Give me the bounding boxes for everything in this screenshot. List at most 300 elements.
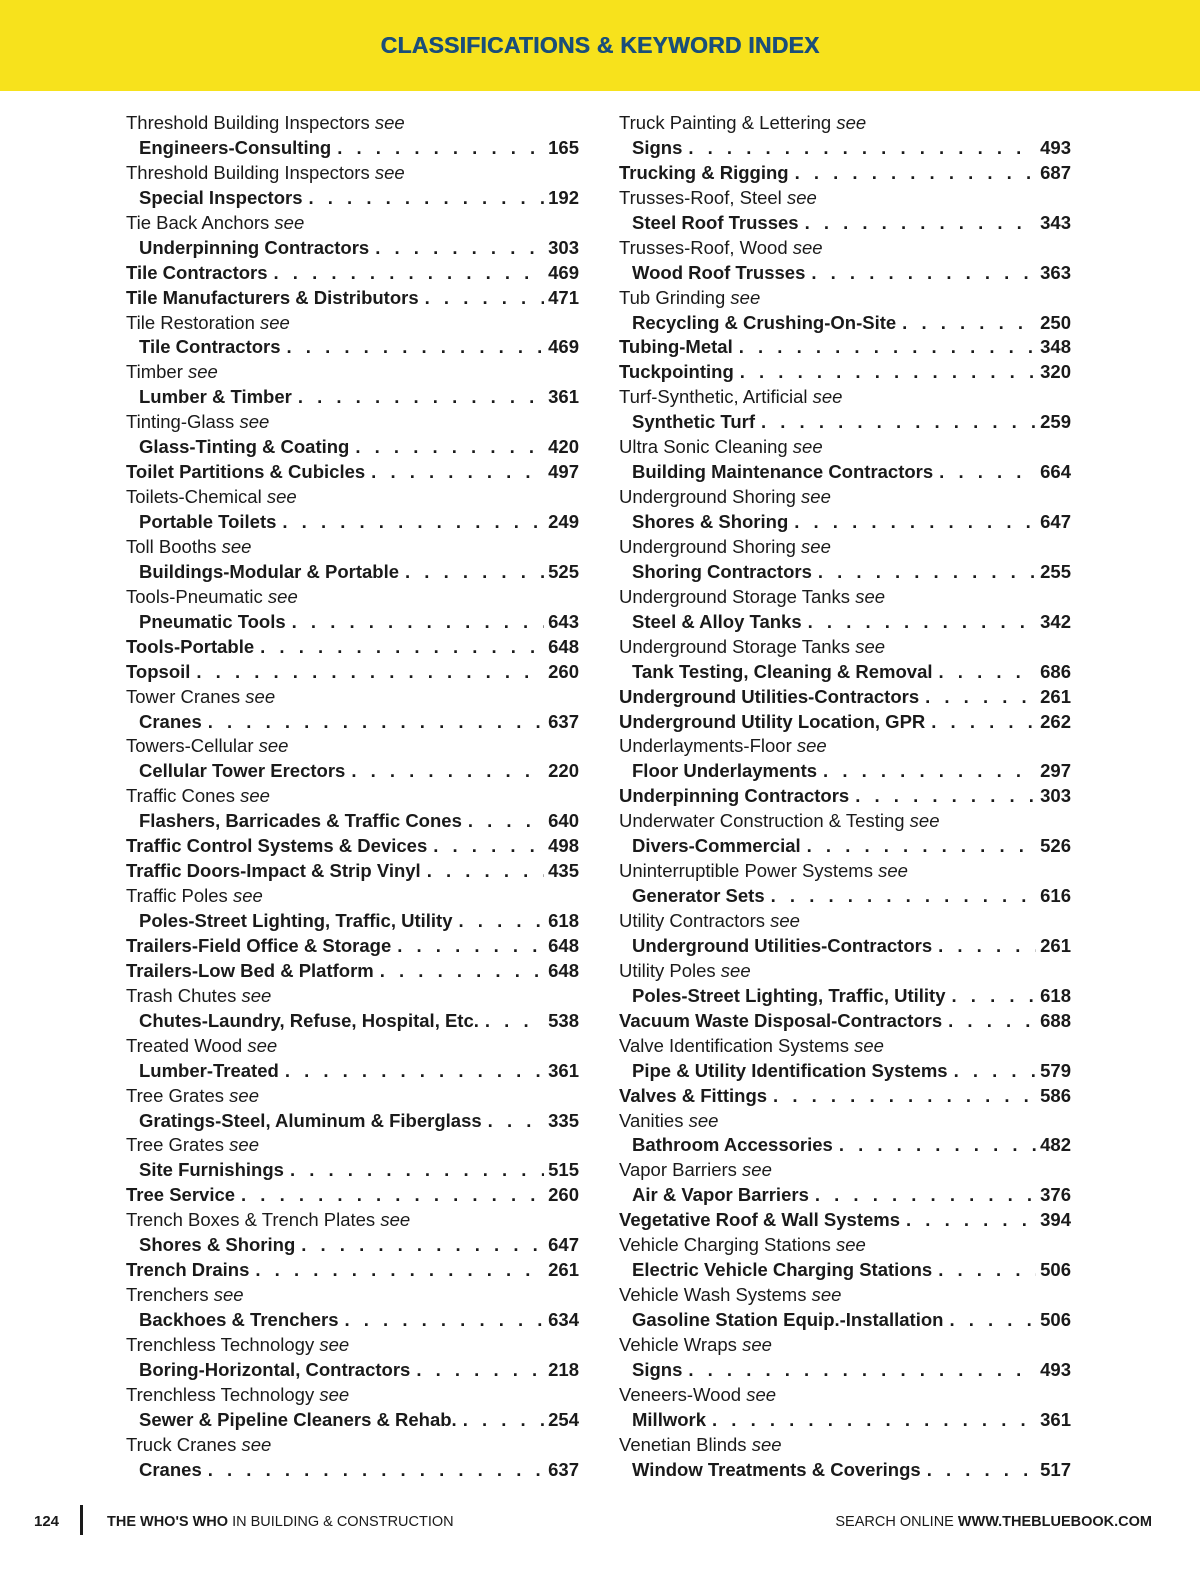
entry-page-number: 335 <box>548 1109 579 1131</box>
index-see-reference <box>126 1084 579 1109</box>
entry-classification: Cranes <box>139 1458 202 1480</box>
see-reference-term: Tub Grinding <box>619 286 726 308</box>
entry-page-number: 394 <box>1040 1209 1071 1231</box>
see-keyword: see <box>245 685 276 707</box>
entry-page-number: 435 <box>548 860 579 882</box>
index-see-reference <box>619 186 1071 211</box>
index-entry[interactable] <box>126 710 579 735</box>
entry-classification: Underground Utilities-Contractors <box>619 685 920 707</box>
dot-leader <box>421 859 544 884</box>
entry-page-number: 506 <box>1040 1259 1071 1281</box>
see-reference-term: Vehicle Wraps <box>619 1333 737 1355</box>
entry-classification: Lumber & Timber <box>139 386 292 408</box>
entry-classification: Vegetative Roof & Wall Systems <box>619 1209 901 1231</box>
entry-classification: Window Treatments & Coverings <box>632 1458 921 1480</box>
see-keyword: see <box>811 1284 842 1306</box>
dot-leader <box>932 934 1036 959</box>
see-reference-term: Ultra Sonic Cleaning <box>619 436 788 458</box>
see-keyword: see <box>742 1333 772 1355</box>
see-reference-term: Turf-Synthetic, Artificial <box>619 386 808 408</box>
see-reference-term: Trenchers <box>126 1284 209 1306</box>
see-keyword: see <box>374 161 405 183</box>
index-entry[interactable] <box>619 884 1071 909</box>
index-entry[interactable] <box>619 460 1071 485</box>
dot-leader <box>812 560 1036 585</box>
entry-classification: Flashers, Barricades & Traffic Cones <box>139 810 462 832</box>
index-entry[interactable] <box>619 1059 1071 1084</box>
entry-classification: Tools-Portable <box>126 635 255 657</box>
entry-classification: Shoring Contractors <box>632 560 812 582</box>
index-see-reference <box>126 685 579 710</box>
index-entry[interactable] <box>619 161 1071 186</box>
dot-leader <box>801 834 1036 859</box>
dot-leader <box>767 1084 1036 1109</box>
entry-page-number: 637 <box>548 710 579 732</box>
entry-page-number: 297 <box>1040 760 1071 782</box>
index-entry[interactable] <box>126 834 579 859</box>
index-entry[interactable] <box>126 510 579 535</box>
dot-leader <box>249 1258 544 1283</box>
dot-leader <box>706 1408 1036 1433</box>
see-reference-term: Trusses-Roof, Wood <box>619 236 788 258</box>
index-entry[interactable] <box>126 635 579 660</box>
index-entry[interactable] <box>619 1009 1071 1034</box>
entry-page-number: 249 <box>548 511 579 532</box>
entry-page-number: 648 <box>548 959 579 981</box>
index-entry[interactable] <box>619 1183 1071 1208</box>
index-see-reference <box>619 1283 1071 1308</box>
index-entry[interactable] <box>126 435 579 460</box>
see-keyword: see <box>232 885 263 907</box>
index-entry[interactable] <box>619 1308 1071 1333</box>
see-reference-term: Toilets-Chemical <box>126 486 262 508</box>
entry-classification: Glass-Tinting & Coating <box>139 436 350 458</box>
entry-classification: Portable Toilets <box>139 511 277 532</box>
page-footer <box>0 1505 1200 1539</box>
entry-page-number: 525 <box>548 560 579 582</box>
dot-leader <box>369 236 544 261</box>
dot-leader <box>833 1133 1036 1158</box>
entry-classification: Underpinning Contractors <box>139 236 370 258</box>
index-see-reference <box>126 485 579 510</box>
index-entry[interactable] <box>126 859 579 884</box>
index-see-reference <box>619 435 1071 460</box>
entry-classification: Tile Manufacturers & Distributors <box>126 286 419 308</box>
see-keyword: see <box>229 1084 259 1106</box>
index-entry[interactable] <box>619 984 1071 1009</box>
entry-page-number: 471 <box>548 286 579 308</box>
index-see-reference <box>126 535 579 560</box>
see-keyword: see <box>374 112 405 133</box>
entry-classification: Site Furnishings <box>139 1159 284 1181</box>
index-entry[interactable] <box>126 809 579 834</box>
entry-classification: Generator Sets <box>632 885 765 907</box>
entry-classification: Backhoes & Trenchers <box>139 1309 339 1330</box>
see-reference-term: Uninterruptible Power Systems <box>619 860 873 882</box>
entry-page-number: 261 <box>548 1259 579 1281</box>
entry-classification: Lumber-Treated <box>139 1059 279 1081</box>
index-see-reference <box>619 535 1071 560</box>
dot-leader <box>399 560 544 585</box>
index-entry[interactable] <box>126 1158 579 1183</box>
entry-classification: Shores & Shoring <box>139 1234 296 1256</box>
entry-page-number: 640 <box>548 810 579 832</box>
see-reference-term: Trenchless Technology <box>126 1333 315 1355</box>
index-see-reference <box>619 635 1071 660</box>
entry-page-number: 361 <box>548 386 579 408</box>
see-reference-term: Vapor Barriers <box>619 1159 737 1181</box>
entry-page-number: 664 <box>1040 461 1071 483</box>
see-reference-term: Tools-Pneumatic <box>126 585 263 607</box>
see-reference-term: Vehicle Charging Stations <box>619 1234 831 1256</box>
entry-page-number: 526 <box>1040 835 1071 857</box>
index-see-reference <box>126 734 579 759</box>
see-reference-term: Tile Restoration <box>126 311 255 333</box>
index-entry[interactable] <box>126 1308 579 1333</box>
index-see-reference <box>126 1283 579 1308</box>
footer-publication-bold: THE WHO'S WHO <box>107 1514 229 1530</box>
index-see-reference <box>619 1109 1071 1134</box>
entry-page-number: 648 <box>548 934 579 956</box>
index-entry[interactable] <box>126 660 579 685</box>
dot-leader <box>365 460 544 485</box>
index-entry[interactable] <box>126 1358 579 1383</box>
dot-leader <box>374 959 544 984</box>
index-entry[interactable] <box>619 311 1071 336</box>
entry-page-number: 361 <box>1040 1408 1071 1430</box>
index-see-reference <box>126 984 579 1009</box>
entry-page-number: 220 <box>548 760 579 782</box>
index-see-reference <box>619 111 1071 136</box>
index-entry[interactable] <box>126 236 579 261</box>
see-reference-term: Underwater Construction & Testing <box>619 810 905 832</box>
entry-classification: Recycling & Crushing-On-Site <box>632 311 897 333</box>
entry-classification: Tank Testing, Cleaning & Removal <box>632 660 933 682</box>
see-reference-term: Underground Shoring <box>619 486 796 508</box>
see-reference-term: Traffic Poles <box>126 885 228 907</box>
entry-page-number: 579 <box>1040 1059 1071 1081</box>
see-reference-term: Toll Booths <box>126 535 217 557</box>
entry-page-number: 261 <box>1040 685 1071 707</box>
index-entry[interactable] <box>619 1458 1071 1483</box>
see-keyword: see <box>267 585 298 607</box>
entry-page-number: 648 <box>548 635 579 657</box>
index-see-reference <box>126 1034 579 1059</box>
index-entry[interactable] <box>126 136 579 161</box>
see-keyword: see <box>239 411 270 433</box>
index-entry[interactable] <box>619 660 1071 685</box>
index-entry[interactable] <box>619 360 1071 385</box>
entry-classification: Millwork <box>632 1408 707 1430</box>
index-entry[interactable] <box>619 1258 1071 1283</box>
see-reference-term: Utility Contractors <box>619 910 765 931</box>
see-reference-term: Towers-Cellular <box>126 735 254 757</box>
entry-classification: Shores & Shoring <box>632 511 789 532</box>
index-entry[interactable] <box>126 1109 579 1134</box>
dot-leader <box>896 311 1036 336</box>
dot-leader <box>254 635 544 660</box>
dot-leader <box>765 884 1036 909</box>
see-keyword: see <box>792 236 823 258</box>
see-keyword: see <box>319 1333 350 1355</box>
entry-classification: Gasoline Station Equip.-Installation <box>632 1309 944 1330</box>
see-keyword: see <box>812 386 843 408</box>
dot-leader <box>419 286 544 311</box>
see-reference-term: Threshold Building Inspectors <box>126 112 370 133</box>
dot-leader <box>462 809 544 834</box>
see-reference-term: Tree Grates <box>126 1134 225 1156</box>
see-reference-term: Trusses-Roof, Steel <box>619 186 782 208</box>
entry-classification: Chutes-Laundry, Refuse, Hospital, Etc. <box>139 1009 479 1031</box>
index-entry[interactable] <box>619 1408 1071 1433</box>
entry-page-number: 688 <box>1040 1009 1071 1031</box>
see-keyword: see <box>836 112 867 133</box>
index-entry[interactable] <box>619 1358 1071 1383</box>
entry-classification: Sewer & Pipeline Cleaners & Rehab. <box>139 1408 457 1430</box>
see-keyword: see <box>720 959 751 981</box>
index-entry[interactable] <box>619 759 1071 784</box>
index-see-reference <box>126 784 579 809</box>
index-entry[interactable] <box>126 560 579 585</box>
index-entry[interactable] <box>126 1183 579 1208</box>
index-entry[interactable] <box>619 211 1071 236</box>
index-see-reference <box>126 111 579 136</box>
dot-leader <box>349 435 544 460</box>
dot-leader <box>190 660 544 685</box>
dot-leader <box>805 261 1036 286</box>
see-keyword: see <box>751 1433 782 1455</box>
index-column-right <box>619 111 1071 1483</box>
entry-page-number: 260 <box>548 1184 579 1206</box>
dot-leader <box>268 261 544 286</box>
entry-classification: Trucking & Rigging <box>619 161 789 183</box>
see-reference-term: Utility Poles <box>619 959 716 981</box>
see-reference-term: Trash Chutes <box>126 984 237 1006</box>
entry-classification: Cranes <box>139 710 202 732</box>
dot-leader <box>391 934 544 959</box>
index-entry[interactable] <box>619 934 1071 959</box>
see-reference-term: Vanities <box>619 1109 684 1131</box>
see-keyword: see <box>836 1234 866 1256</box>
index-entry[interactable] <box>619 560 1071 585</box>
index-entry[interactable] <box>619 710 1071 735</box>
index-see-reference <box>126 1133 579 1158</box>
entry-classification: Synthetic Turf <box>632 411 755 433</box>
index-see-reference <box>126 1433 579 1458</box>
entry-classification: Special Inspectors <box>139 186 303 208</box>
entry-page-number: 616 <box>1040 885 1071 907</box>
see-reference-term: Timber <box>126 361 183 383</box>
entry-classification: Air & Vapor Barriers <box>632 1184 809 1206</box>
index-entry[interactable] <box>126 1009 579 1034</box>
index-entry[interactable] <box>126 385 579 410</box>
see-keyword: see <box>258 735 289 757</box>
entry-page-number: 320 <box>1040 361 1071 383</box>
see-keyword: see <box>855 635 886 657</box>
dot-leader <box>849 784 1036 809</box>
see-keyword: see <box>909 810 940 832</box>
entry-page-number: 538 <box>548 1009 579 1031</box>
entry-classification: Bathroom Accessories <box>632 1134 833 1156</box>
index-entry[interactable] <box>126 460 579 485</box>
dot-leader <box>281 335 544 360</box>
dot-leader <box>788 510 1036 535</box>
see-keyword: see <box>380 1209 411 1231</box>
index-entry[interactable] <box>619 1208 1071 1233</box>
see-reference-term: Venetian Blinds <box>619 1433 747 1455</box>
dot-leader <box>482 1109 544 1134</box>
entry-classification: Traffic Doors-Impact & Strip Vinyl <box>126 860 421 882</box>
dot-leader <box>809 1183 1036 1208</box>
see-keyword: see <box>319 1383 350 1405</box>
dot-leader <box>733 335 1036 360</box>
index-entry[interactable] <box>126 610 579 635</box>
index-entry[interactable] <box>126 1059 579 1084</box>
see-reference-term: Trench Boxes & Trench Plates <box>126 1209 376 1231</box>
index-see-reference <box>619 1383 1071 1408</box>
index-entry[interactable] <box>619 335 1071 360</box>
dot-leader <box>235 1183 544 1208</box>
entry-classification: Tubing-Metal <box>619 336 733 358</box>
index-see-reference <box>619 1333 1071 1358</box>
entry-classification: Tree Service <box>126 1184 236 1206</box>
index-see-reference <box>126 360 579 385</box>
index-entry[interactable] <box>619 510 1071 535</box>
index-entry[interactable] <box>619 410 1071 435</box>
index-see-reference <box>619 859 1071 884</box>
entry-classification: Trailers-Low Bed & Platform <box>126 959 374 981</box>
entry-page-number: 686 <box>1040 660 1071 682</box>
dot-leader <box>410 1358 544 1383</box>
see-keyword: see <box>792 436 823 458</box>
index-entry[interactable] <box>126 1233 579 1258</box>
entry-page-number: 687 <box>1040 161 1071 183</box>
entry-page-number: 259 <box>1040 411 1071 433</box>
entry-classification: Cellular Tower Erectors <box>139 760 346 782</box>
entry-classification: Building Maintenance Contractors <box>632 461 934 483</box>
entry-page-number: 420 <box>548 436 579 458</box>
index-entry[interactable] <box>126 959 579 984</box>
dot-leader <box>345 759 544 784</box>
entry-classification: Trench Drains <box>126 1259 250 1281</box>
dot-leader <box>946 984 1036 1009</box>
see-keyword: see <box>855 585 886 607</box>
index-entry[interactable] <box>126 286 579 311</box>
dot-leader <box>933 460 1036 485</box>
index-entry[interactable] <box>126 1408 579 1433</box>
index-entry[interactable] <box>126 186 579 211</box>
see-reference-term: Underground Storage Tanks <box>619 635 851 657</box>
index-entry[interactable] <box>619 136 1071 161</box>
see-keyword: see <box>801 486 831 508</box>
entry-classification: Underground Utilities-Contractors <box>632 934 933 956</box>
entry-classification: Steel Roof Trusses <box>632 211 799 233</box>
footer-website-link[interactable]: WWW.THEBLUEBOOK.COM <box>957 1514 1152 1530</box>
dot-leader <box>921 1458 1036 1483</box>
index-entry[interactable] <box>126 335 579 360</box>
index-entry[interactable] <box>619 1084 1071 1109</box>
entry-classification: Poles-Street Lighting, Traffic, Utility <box>632 984 946 1006</box>
dot-leader <box>457 1408 544 1433</box>
see-keyword: see <box>878 860 908 882</box>
footer-publication-rest: IN BUILDING & CONSTRUCTION <box>228 1514 454 1530</box>
entry-classification: Engineers-Consulting <box>139 136 332 158</box>
dot-leader <box>286 610 544 635</box>
entry-page-number: 586 <box>1040 1084 1071 1106</box>
entry-classification: Trailers-Field Office & Storage <box>126 934 392 956</box>
dot-leader <box>295 1233 544 1258</box>
dot-leader <box>479 1009 544 1034</box>
entry-classification: Valves & Fittings <box>619 1084 768 1106</box>
index-entry[interactable] <box>619 784 1071 809</box>
see-keyword: see <box>260 311 290 333</box>
index-entry[interactable] <box>126 1458 579 1483</box>
entry-page-number: 363 <box>1040 261 1071 283</box>
entry-page-number: 498 <box>548 835 579 857</box>
see-keyword: see <box>241 1433 272 1455</box>
see-keyword: see <box>801 535 831 557</box>
index-entry[interactable] <box>619 1133 1071 1158</box>
entry-page-number: 342 <box>1040 610 1071 632</box>
entry-classification: Topsoil <box>126 660 191 682</box>
entry-classification: Underpinning Contractors <box>619 785 850 807</box>
dot-leader <box>948 1059 1036 1084</box>
see-keyword: see <box>746 1383 777 1405</box>
see-reference-term: Truck Painting & Lettering <box>619 112 832 133</box>
entry-page-number: 261 <box>1040 934 1071 956</box>
index-entry[interactable] <box>126 934 579 959</box>
see-keyword: see <box>240 785 270 807</box>
entry-classification: Traffic Control Systems & Devices <box>126 835 428 857</box>
index-see-reference <box>126 884 579 909</box>
entry-classification: Steel & Alloy Tanks <box>632 610 802 632</box>
index-entry[interactable] <box>619 610 1071 635</box>
entry-page-number: 493 <box>1040 136 1071 158</box>
dot-leader <box>284 1158 544 1183</box>
entry-classification: Poles-Street Lighting, Traffic, Utility <box>139 910 453 931</box>
entry-page-number: 343 <box>1040 211 1071 233</box>
see-keyword: see <box>742 1159 772 1181</box>
entry-page-number: 497 <box>548 461 579 483</box>
footer-divider <box>80 1505 83 1535</box>
see-keyword: see <box>247 1034 278 1056</box>
index-entry[interactable] <box>619 261 1071 286</box>
see-keyword: see <box>266 486 297 508</box>
index-entry[interactable] <box>619 834 1071 859</box>
entry-classification: Toilet Partitions & Cubicles <box>126 461 366 483</box>
entry-classification: Wood Roof Trusses <box>632 261 806 283</box>
entry-page-number: 348 <box>1040 336 1071 358</box>
index-entry[interactable] <box>126 261 579 286</box>
dot-leader <box>202 710 544 735</box>
see-reference-term: Traffic Cones <box>126 785 235 807</box>
index-entry[interactable] <box>126 1258 579 1283</box>
see-reference-term: Underlayments-Floor <box>619 735 792 757</box>
see-reference-term: Veneers-Wood <box>619 1383 742 1405</box>
index-entry[interactable] <box>126 759 579 784</box>
dot-leader <box>682 136 1036 161</box>
dot-leader <box>302 186 544 211</box>
index-entry[interactable] <box>619 685 1071 710</box>
footer-publication <box>107 1514 454 1530</box>
dot-leader <box>202 1458 544 1483</box>
see-reference-term: Valve Identification Systems <box>619 1034 849 1056</box>
entry-page-number: 634 <box>548 1309 579 1330</box>
index-see-reference <box>619 585 1071 610</box>
dot-leader <box>755 410 1036 435</box>
entry-page-number: 647 <box>548 1234 579 1256</box>
index-entry[interactable] <box>126 909 579 934</box>
